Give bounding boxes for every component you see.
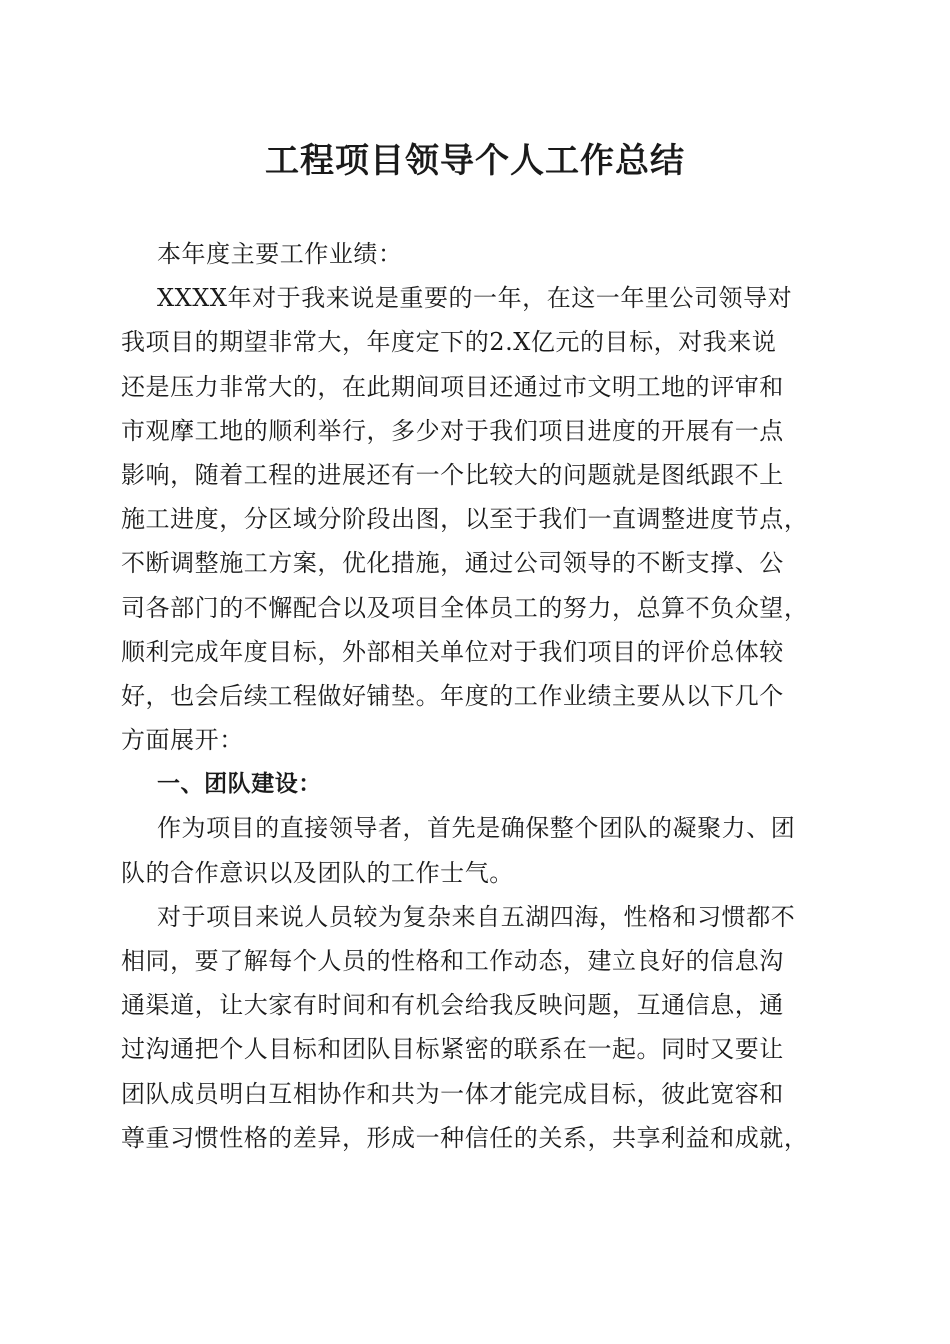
paragraph-line: 还是压力非常大的，在此期间项目还通过市文明工地的评审和 — [121, 372, 784, 401]
document-body — [121, 232, 836, 1160]
paragraph-line: 施工进度，分区域分阶段出图，以至于我们一直调整进度节点， — [121, 505, 809, 534]
paragraph-line: 过沟通把个人目标和团队目标紧密的联系在一起。同时又要让 — [121, 1035, 784, 1064]
paragraph-line: 方面展开： — [121, 726, 244, 755]
paragraph-line: 通渠道，让大家有时间和有机会给我反映问题，互通信息，通 — [121, 991, 784, 1020]
section-heading: 一、团队建设： — [157, 771, 322, 798]
paragraph-line: 司各部门的不懈配合以及项目全体员工的努力，总算不负众望， — [121, 593, 809, 622]
paragraph-line: 不断调整施工方案，优化措施，通过公司领导的不断支撑、公 — [121, 549, 784, 578]
paragraph-line: 对于项目来说人员较为复杂来自五湖四海，性格和习惯都不 — [157, 902, 796, 931]
paragraph-line: 队的合作意识以及团队的工作士气。 — [121, 858, 514, 887]
paragraph-line: 团队成员明白互相协作和共为一体才能完成目标，彼此宽容和 — [121, 1079, 784, 1108]
document-title: 工程项目领导个人工作总结 — [265, 141, 685, 181]
paragraph-line: 影响，随着工程的进展还有一个比较大的问题就是图纸跟不上 — [121, 460, 784, 489]
section-intro-label: 本年度主要工作业绩： — [157, 240, 403, 268]
paragraph-line: 尊重习惯性格的差异，形成一种信任的关系，共享利益和成就， — [121, 1123, 809, 1152]
paragraph-line: 顺利完成年度目标，外部相关单位对于我们项目的评价总体较 — [121, 637, 784, 666]
paragraph-line: 市观摩工地的顺利举行，多少对于我们项目进度的开展有一点 — [121, 416, 784, 445]
paragraph-line: XXXX年对于我来说是重要的一年，在这一年里公司领导对 — [157, 284, 793, 313]
paragraph-line: 相同，要了解每个人员的性格和工作动态，建立良好的信息沟 — [121, 947, 784, 975]
paragraph-line: 作为项目的直接领导者，首先是确保整个团队的凝聚力、团 — [157, 814, 796, 843]
paragraph-line: 我项目的期望非常大，年度定下的2.X亿元的目标，对我来说 — [121, 328, 777, 357]
paragraph-line: 好，也会后续工程做好铺垫。年度的工作业绩主要从以下几个 — [121, 681, 784, 710]
